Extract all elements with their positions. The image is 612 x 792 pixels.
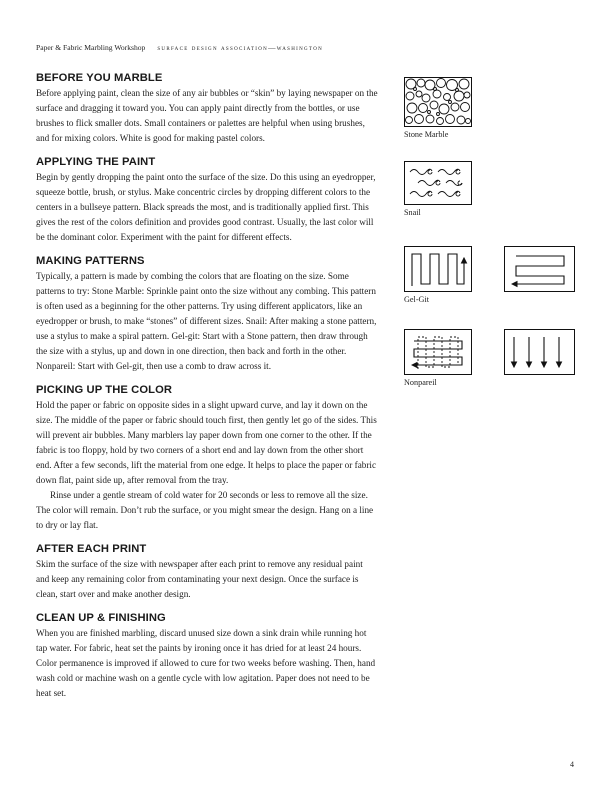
figure-gel-git (404, 246, 576, 304)
section-heading: BEFORE YOU MARBLE (36, 72, 163, 84)
section-heading: MAKING PATTERNS (36, 255, 145, 267)
section-paragraph: Typically, a pattern is made by combing the colors that are floating on the size. Some patterns to try: Stone Marble: Sprinkle paint onto the size without any combing. This pattern is often used as a beginning for the other patterns. Try using different applicators, like an eyedropper or brush, to make “stones” of different sizes. Snail: After making a stone pattern, use a stylus to make a spiral pattern. Gel-git: Start with a Stone pattern, then draw through the size with a stylus, up and down in one direction, then back and forth in the other. Nonpareil: Start with Gel-git, then use a comb to draw across it. (36, 271, 377, 371)
section-heading: CLEAN UP & FINISHING (36, 612, 166, 624)
section-paragraph: Rinse under a gentle stream of cold water for 20 seconds or less to remove all the size. The color will remain. Don’t rub the surface, or you might smear the design. Hang on a line to dry or lay flat. (36, 490, 374, 530)
section-heading: APPLYING THE PAINT (36, 156, 156, 168)
header-title: Paper & Fabric Marbling Workshop (36, 43, 146, 52)
section-heading: PICKING UP THE COLOR (36, 384, 173, 396)
page-number: 4 (570, 760, 574, 769)
section-heading: AFTER EACH PRINT (36, 543, 147, 555)
section-paragraph: Skim the surface of the size with newspaper after each print to remove any residual paint and keep any remaining color from contaminating your next design. Once the surface is clean, start over and make another design. (36, 559, 363, 599)
snail-diagram (404, 161, 472, 205)
header-subtitle: surface design association—washington (157, 43, 324, 52)
section-paragraph: When you are finished marbling, discard unused size down a sink drain while running hot tap water. For fabric, heat set the paints by ironing once it has dried for at least 24 hours. Color permanence is improved if allowed to cure for two weeks before washing. Then, hand wash cold or machine wash on a gentle cycle with low agitation. Paper does not need to be heat set. (36, 628, 376, 698)
section-clean-up-finishing (36, 612, 378, 701)
nonpareil-diagram (404, 329, 576, 375)
gel-git-diagram (404, 246, 576, 292)
main-text-column (36, 72, 378, 711)
running-header (36, 43, 323, 52)
figure-caption: Snail (404, 208, 421, 217)
section-before-you-marble (36, 72, 378, 146)
figure-caption: Stone Marble (404, 130, 449, 139)
figure-nonpareil (404, 329, 576, 387)
section-paragraph: Before applying paint, clean the size of any air bubbles or “skin” by laying newspaper on the surface and dragging it toward you. You can apply paint directly from the bottles, or use brushes to flick smaller dots. Small containers or palettes are helpful when using brushes, and for mixing colors. White is good for making pastel colors. (36, 88, 378, 143)
section-after-each-print (36, 543, 378, 602)
section-applying-the-paint (36, 156, 378, 245)
section-paragraph: Hold the paper or fabric on opposite sides in a slight upward curve, and lay it down on the size. The middle of the paper or fabric should touch first, then gently let go of the sides. This will prevent air bubbles. Many marblers lay paper down from one corner to the other. If the fabric is too floppy, hold by two corners of a short end and lay down from the other short end. After a few seconds, lift the material from one edge. It helps to place the paper or fabric down flat, paint side up, after removal from the tray. (36, 400, 377, 485)
section-making-patterns (36, 255, 378, 374)
figure-caption: Nonpareil (404, 378, 437, 387)
section-picking-up-the-color (36, 384, 378, 533)
figure-caption: Gel-Git (404, 295, 430, 304)
section-paragraph: Begin by gently dropping the paint onto the surface of the size. Do this using an eyedropper, squeeze bottle, brush, or stylus. Make concentric circles by dropping different colors to the centers in a bullseye pattern. Black spreads the most, and is traditionally applied first. This gives the rest of the colors definition and provides good contrast. Usually, the last color will be the dominant color. Experiment with the paint for different effects. (36, 172, 376, 242)
figure-snail (404, 161, 472, 217)
stone-marble-diagram (404, 77, 472, 127)
figure-stone-marble (404, 77, 472, 139)
